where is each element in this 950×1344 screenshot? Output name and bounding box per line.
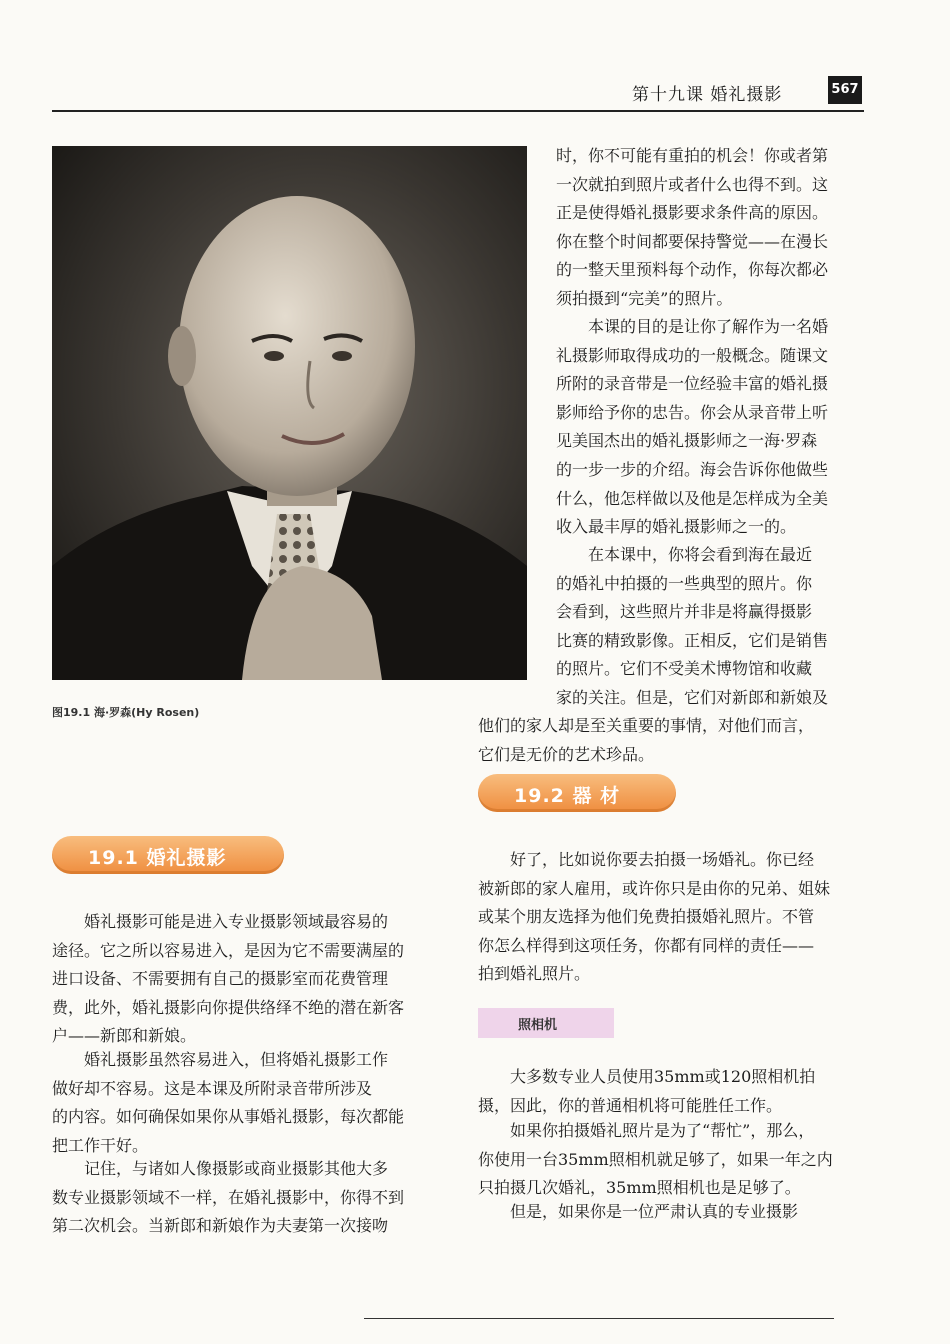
right-typical-paragraph: 在本课中，你将会看到海在最近 的婚礼中拍摄的一些典型的照片。你 会看到，这些照片并非是将赢得摄影 比赛的精致影像。正相反，它们是销售 的照片。它们不受美术博物馆和收藏 家的关注。但是，它们对新郎和新娘及 <box>556 545 829 707</box>
section-19-2-paragraph-2: 大多数专业人员使用35mm或120照相机拍 摄，因此，你的普通相机将可能胜任工作。 <box>478 1067 816 1115</box>
right-intro-paragraph: 时，你不可能有重拍的机会！你或者第 一次就拍到照片或者什么也得不到。这 正是使得婚礼摄影要求条件高的原因。 你在整个时间都要保持警觉——在漫长 的一整天里预料每个动作，你每次都必 须拍摄到“完美”的照片。 <box>556 146 829 308</box>
portrait-photo <box>52 146 527 680</box>
section-19-2-banner: 19.2 器 材 <box>478 774 676 812</box>
figure-caption: 图19.1 海·罗森(Hy Rosen) <box>52 706 200 719</box>
footer-rule <box>364 1318 834 1319</box>
header-rule <box>52 110 864 112</box>
page-number: 567 <box>828 76 862 104</box>
section-19-2-paragraph-1: 好了，比如说你要去拍摄一场婚礼。你已经 被新郎的家人雇用，或许你只是由你的兄弟、姐妹 或某个朋友选择为他们免费拍摄婚礼照片。不管 你怎么样得到这项任务，你都有同样的责任—— 拍到婚礼照片。 <box>478 850 831 984</box>
subhead-camera: 照相机 <box>478 1008 614 1038</box>
section-19-1-paragraph-3: 记住，与诸如人像摄影或商业摄影其他大多 数专业摄影领域不一样，在婚礼摄影中，你得不到 第二次机会。当新郎和新娘作为夫妻第一次接吻 <box>52 1159 405 1236</box>
section-19-1-banner: 19.1 婚礼摄影 <box>52 836 284 874</box>
section-19-1-paragraph-1: 婚礼摄影可能是进入专业摄影领域最容易的 途径。它之所以容易进入，是因为它不需要满屋的 进口设备、不需要拥有自己的摄影室而花费管理 费，此外，婚礼摄影向你提供络绎不绝的潜在新客 户——新郎和新娘。 <box>52 912 405 1046</box>
section-19-1-paragraph-2: 婚礼摄影虽然容易进入，但将婚礼摄影工作 做好却不容易。这是本课及所附录音带所涉及 的内容。如何确保如果你从事婚礼摄影，每次都能 把工作干好。 <box>52 1050 405 1155</box>
section-19-2-paragraph-3: 如果你拍摄婚礼照片是为了“帮忙”，那么， 你使用一台35mm照相机就足够了，如果一年之内 只拍摄几次婚礼，35mm照相机也是足够了。 <box>478 1121 833 1198</box>
right-purpose-paragraph: 本课的目的是让你了解作为一名婚 礼摄影师取得成功的一般概念。随课文 所附的录音带是一位经验丰富的婚礼摄 影师给予你的忠告。你会从录音带上听 见美国杰出的婚礼摄影师之一海·罗森 的一步一步的介绍。海会告诉你他做些 什么，他怎样做以及他是怎样成为全美 收入最丰厚的婚礼摄影师之一的。 <box>556 317 829 537</box>
section-19-2-paragraph-4: 但是，如果你是一位严肃认真的专业摄影 <box>510 1202 799 1221</box>
right-typical-paragraph-continued: 他们的家人却是至关重要的事情，对他们而言， 它们是无价的艺术珍品。 <box>478 716 815 764</box>
page-header-title: 第十九课 婚礼摄影 <box>632 85 783 105</box>
